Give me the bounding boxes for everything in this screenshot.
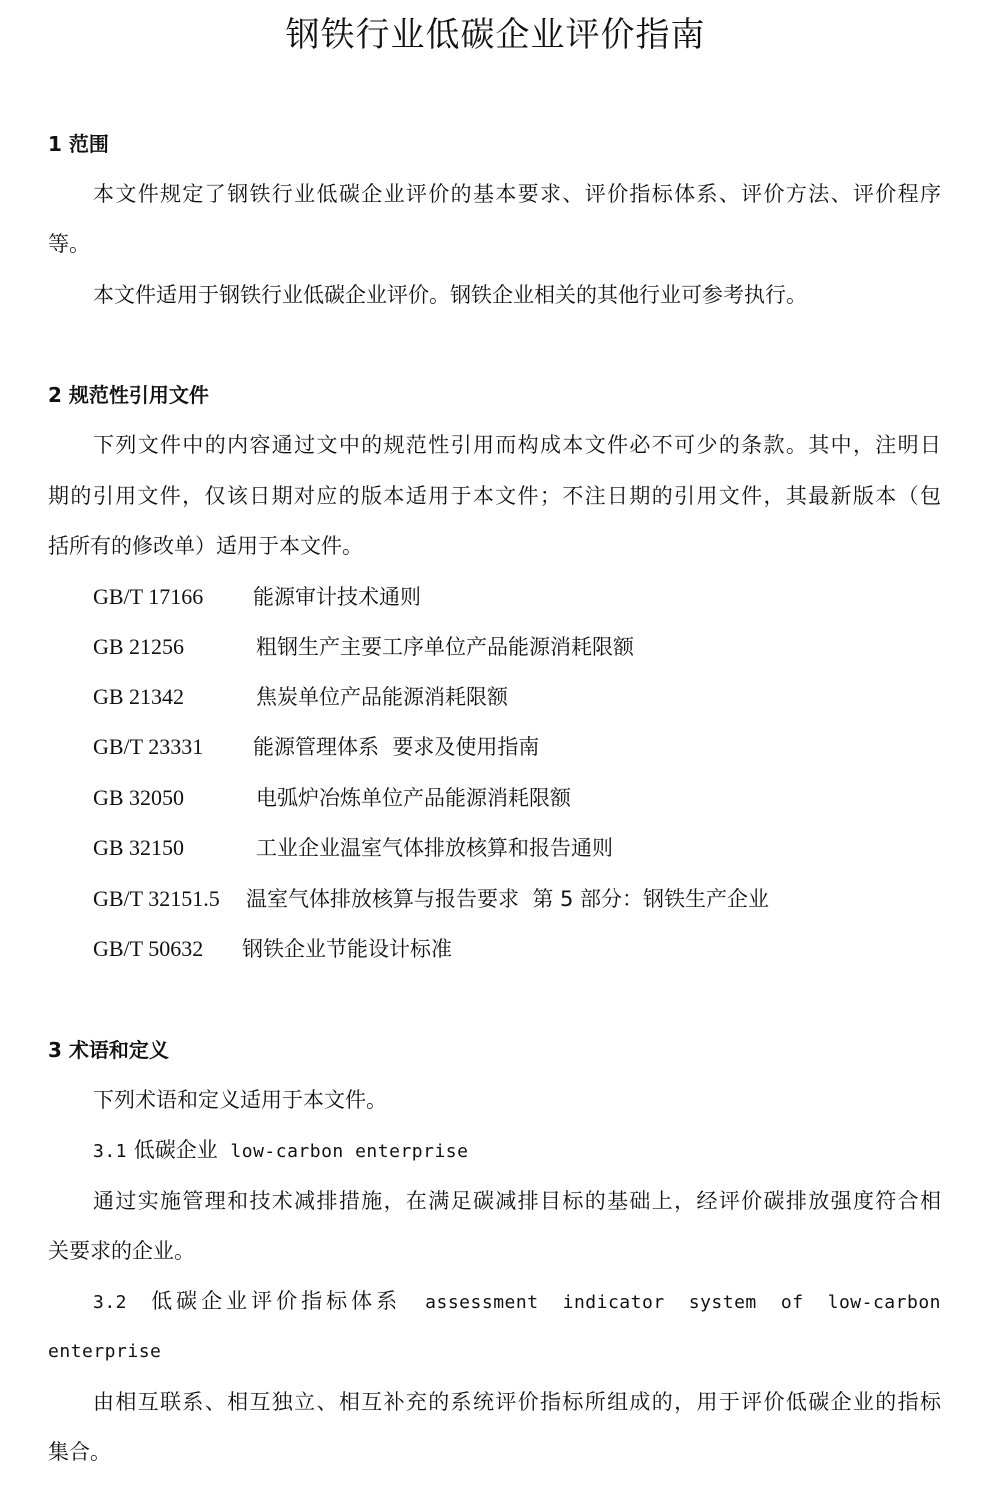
reference-code: GB 32050: [93, 785, 185, 810]
reference-code: GB/T 32151.5: [93, 886, 220, 911]
reference-code: GB/T 23331: [93, 734, 204, 759]
term-3-1-heading: [93, 1135, 468, 1167]
section-1-paragraph-1-line-1: 本文件规定了钢铁行业低碳企业评价的基本要求、评价指标体系、评价方法、评价程序: [93, 182, 941, 206]
reference-title: 焦炭单位产品能源消耗限额: [256, 685, 508, 709]
term-chinese-name: 低碳企业: [133, 1138, 218, 1162]
term-english-word: assessment: [425, 1292, 539, 1313]
section-3-heading: 3 术语和定义: [48, 1038, 169, 1062]
term-3-2-english-continuation: enterprise: [48, 1341, 162, 1362]
term-number: 3.1: [93, 1141, 128, 1162]
reference-code: GB/T 17166: [93, 584, 204, 609]
reference-code: GB 21342: [93, 684, 185, 709]
term-chinese-name: 低碳企业评价指标体系: [151, 1289, 402, 1313]
section-2-paragraph-line-1: 下列文件中的内容通过文中的规范性引用而构成本文件必不可少的条款。其中，注明日: [93, 433, 941, 457]
term-english-name: low-carbon enterprise: [230, 1141, 469, 1162]
reference-code: GB 32150: [93, 835, 185, 860]
section-3-intro: 下列术语和定义适用于本文件。: [93, 1088, 387, 1112]
section-2-paragraph-line-2: 期的引用文件，仅该日期对应的版本适用于本文件；不注日期的引用文件，其最新版本（包: [48, 484, 941, 508]
term-english-word: low-carbon: [827, 1292, 941, 1313]
term-english-word: of: [780, 1292, 804, 1313]
section-2-heading: 2 规范性引用文件: [48, 383, 209, 407]
term-3-2-definition-line-1: 由相互联系、相互独立、相互补充的系统评价指标所组成的，用于评价低碳企业的指标: [93, 1390, 941, 1414]
term-3-1-definition-line-2: 关要求的企业。: [48, 1239, 195, 1263]
reference-title: 工业企业温室气体排放核算和报告通则: [256, 836, 613, 860]
reference-title: 粗钢生产主要工序单位产品能源消耗限额: [256, 635, 634, 659]
section-1-paragraph-2: 本文件适用于钢铁行业低碳企业评价。钢铁企业相关的其他行业可参考执行。: [93, 283, 807, 307]
term-number: 3.2: [93, 1292, 128, 1313]
reference-code: GB 21256: [93, 634, 185, 659]
term-3-2-heading: [93, 1286, 941, 1318]
term-english-word: system: [688, 1292, 757, 1313]
reference-title: 能源管理体系 要求及使用指南: [253, 735, 540, 759]
reference-title: 温室气体排放核算与报告要求 第 5 部分：钢铁生产企业: [246, 887, 770, 911]
document-title: 钢铁行业低碳企业评价指南: [285, 15, 706, 55]
section-2-paragraph-line-3: 括所有的修改单）适用于本文件。: [48, 534, 363, 558]
term-3-1-definition-line-1: 通过实施管理和技术减排措施，在满足碳减排目标的基础上，经评价碳排放强度符合相: [93, 1189, 941, 1213]
term-3-2-definition-line-2: 集合。: [48, 1440, 111, 1464]
reference-title: 电弧炉冶炼单位产品能源消耗限额: [256, 786, 571, 810]
reference-title: 能源审计技术通则: [253, 585, 421, 609]
term-english-word: indicator: [562, 1292, 665, 1313]
section-1-heading: 1 范围: [48, 132, 109, 156]
reference-title: 钢铁企业节能设计标准: [242, 937, 452, 961]
reference-code: GB/T 50632: [93, 936, 204, 961]
section-1-paragraph-1-line-2: 等。: [48, 232, 90, 256]
